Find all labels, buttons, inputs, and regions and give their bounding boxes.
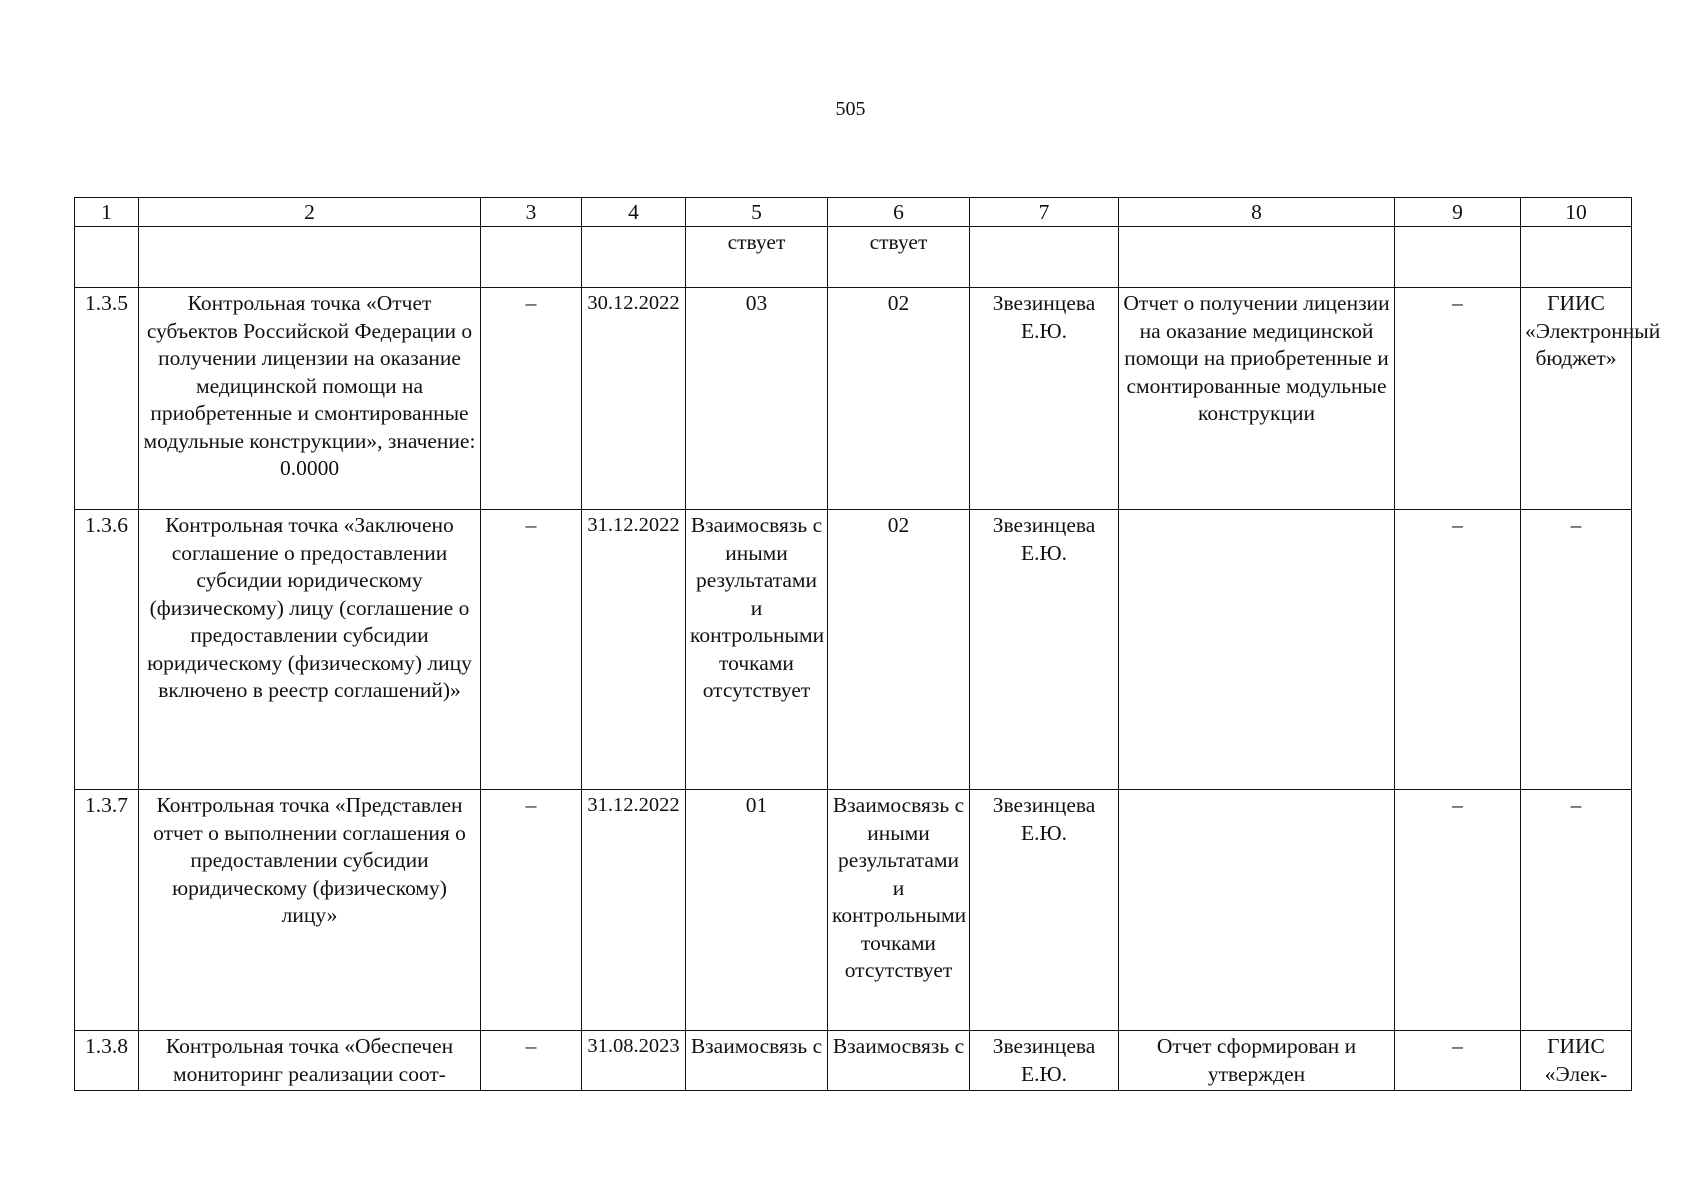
row-responsible: Звезинцева Е.Ю. — [970, 1031, 1119, 1091]
row-responsible — [970, 227, 1119, 288]
row-result — [1119, 790, 1395, 1031]
row-result: Отчет сформирован и утвержден — [1119, 1031, 1395, 1091]
row-col3 — [481, 227, 582, 288]
row-date: 30.12.2022 — [582, 288, 686, 510]
row-col6: Взаимосвязь с иными результатами и контрольными точками отсутствует — [828, 790, 970, 1031]
row-description: Контрольная точка «Заключено соглашение о предоставлении субсидии юридическому (физическому) лицу (соглашение о предоставлении субсидии юридическому (физическому) лицу включено в реестр соглашений)» — [139, 510, 481, 790]
row-date: 31.12.2022 — [582, 790, 686, 1031]
row-date: 31.12.2022 — [582, 510, 686, 790]
column-header: 2 — [139, 198, 481, 227]
row-col9 — [1395, 227, 1521, 288]
row-responsible: Звезинцева Е.Ю. — [970, 510, 1119, 790]
row-col5: 03 — [686, 288, 828, 510]
row-result: Отчет о получении лицензии на оказание медицинской помощи на приобретенные и смонтированные модульные конструкции — [1119, 288, 1395, 510]
row-col6: 02 — [828, 510, 970, 790]
row-col3: – — [481, 288, 582, 510]
row-col3: – — [481, 790, 582, 1031]
column-header: 10 — [1521, 198, 1632, 227]
row-result — [1119, 510, 1395, 790]
table-row — [75, 510, 1632, 790]
row-col5: Взаимосвязь с — [686, 1031, 828, 1091]
row-number: 1.3.8 — [75, 1031, 139, 1091]
row-system: – — [1521, 510, 1632, 790]
row-col6: Взаимосвязь с — [828, 1031, 970, 1091]
column-header: 9 — [1395, 198, 1521, 227]
row-col9: – — [1395, 288, 1521, 510]
row-date — [582, 227, 686, 288]
row-description: Контрольная точка «Представлен отчет о выполнении соглашения о предоставлении субсидии юридическому (физическому) лицу» — [139, 790, 481, 1031]
row-number: 1.3.6 — [75, 510, 139, 790]
row-col3: – — [481, 1031, 582, 1091]
column-number-row — [75, 198, 1632, 227]
row-description — [139, 227, 481, 288]
row-col5: ствует — [686, 227, 828, 288]
row-number — [75, 227, 139, 288]
page-number: 505 — [835, 98, 866, 120]
table-row — [75, 790, 1632, 1031]
table-row — [75, 1031, 1632, 1091]
row-result — [1119, 227, 1395, 288]
row-col5: 01 — [686, 790, 828, 1031]
row-system: ГИИС «Электронный бюджет» — [1521, 288, 1632, 510]
column-header: 8 — [1119, 198, 1395, 227]
column-header: 6 — [828, 198, 970, 227]
row-col6: ствует — [828, 227, 970, 288]
row-description: Контрольная точка «Обеспечен мониторинг реализации соот- — [139, 1031, 481, 1091]
row-col9: – — [1395, 1031, 1521, 1091]
column-header: 7 — [970, 198, 1119, 227]
row-col6: 02 — [828, 288, 970, 510]
row-col5: Взаимосвязь с иными результатами и контрольными точками отсутствует — [686, 510, 828, 790]
row-responsible: Звезинцева Е.Ю. — [970, 288, 1119, 510]
row-responsible: Звезинцева Е.Ю. — [970, 790, 1119, 1031]
row-col3: – — [481, 510, 582, 790]
schedule-table — [74, 197, 1661, 1091]
row-number: 1.3.5 — [75, 288, 139, 510]
row-date: 31.08.2023 — [582, 1031, 686, 1091]
table-row — [75, 227, 1632, 288]
row-number: 1.3.7 — [75, 790, 139, 1031]
column-header: 3 — [481, 198, 582, 227]
row-description: Контрольная точка «Отчет субъектов Российской Федерации о получении лицензии на оказание медицинской помощи на приобретенные и смонтированные модульные конструкции», значение: 0.0000 — [139, 288, 481, 510]
column-header: 5 — [686, 198, 828, 227]
row-system: – — [1521, 790, 1632, 1031]
row-system — [1521, 227, 1632, 288]
table-row — [75, 288, 1632, 510]
column-header: 1 — [75, 198, 139, 227]
column-header: 4 — [582, 198, 686, 227]
row-col9: – — [1395, 790, 1521, 1031]
row-col9: – — [1395, 510, 1521, 790]
row-system: ГИИС «Элек- — [1521, 1031, 1632, 1091]
